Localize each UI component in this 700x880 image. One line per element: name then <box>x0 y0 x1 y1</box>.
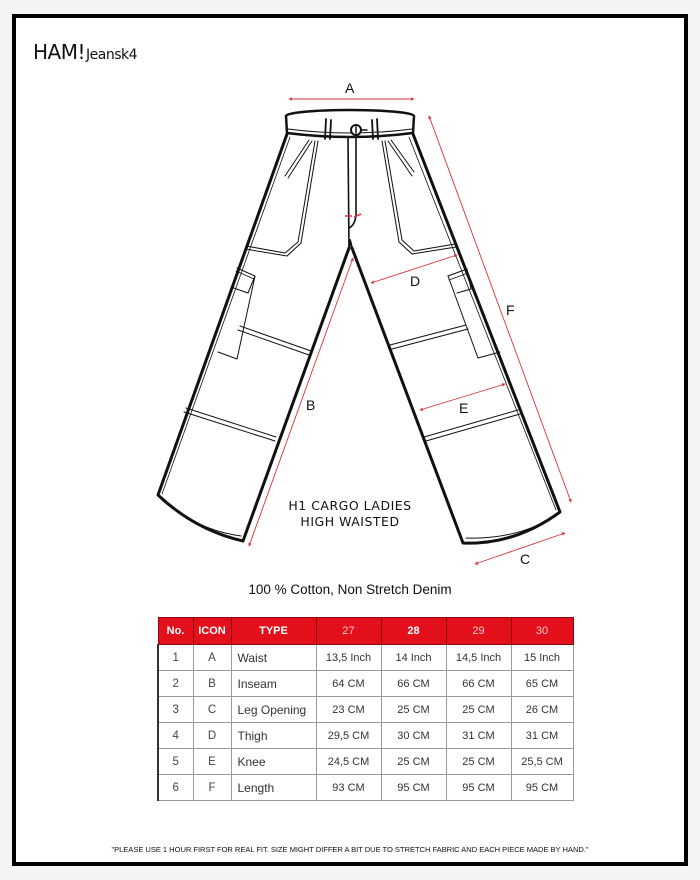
cell-size-30: 15 Inch <box>511 645 573 671</box>
cell-size-29: 25 CM <box>446 697 511 723</box>
cell-size-30: 26 CM <box>511 697 573 723</box>
cell-size-28: 14 Inch <box>381 645 446 671</box>
header-size-28: 28 <box>381 618 446 645</box>
cell-size-29: 25 CM <box>446 749 511 775</box>
size-chart-table <box>157 617 574 801</box>
cell-size-27: 23 CM <box>316 697 381 723</box>
label-c: C <box>520 551 531 567</box>
label-a: A <box>345 80 355 96</box>
table-row <box>158 645 573 671</box>
fly <box>348 138 356 248</box>
label-f: F <box>506 302 515 318</box>
cell-size-30: 31 CM <box>511 723 573 749</box>
label-d: D <box>410 273 421 289</box>
cell-size-28: 25 CM <box>381 697 446 723</box>
cell-icon: D <box>193 723 231 749</box>
cell-no: 4 <box>158 723 193 749</box>
cell-size-27: 93 CM <box>316 775 381 801</box>
cell-size-29: 14,5 Inch <box>446 645 511 671</box>
cell-type: Waist <box>231 645 316 671</box>
label-e: E <box>459 400 469 416</box>
material-description: 100 % Cotton, Non Stretch Denim <box>248 582 452 597</box>
cell-size-28: 66 CM <box>381 671 446 697</box>
cell-size-30: 65 CM <box>511 671 573 697</box>
cell-no: 2 <box>158 671 193 697</box>
cell-no: 1 <box>158 645 193 671</box>
cell-icon: E <box>193 749 231 775</box>
label-b: B <box>306 397 316 413</box>
cell-size-28: 25 CM <box>381 749 446 775</box>
right-leg <box>352 134 560 543</box>
waistband <box>286 116 414 137</box>
cell-size-27: 24,5 CM <box>316 749 381 775</box>
cell-size-30: 25,5 CM <box>511 749 573 775</box>
cell-size-27: 13,5 Inch <box>316 645 381 671</box>
cell-size-28: 95 CM <box>381 775 446 801</box>
table-row <box>158 749 573 775</box>
brand-suffix: Jeansk4 <box>86 47 138 63</box>
header-icon: ICON <box>193 618 231 645</box>
header-no: No. <box>158 618 193 645</box>
brand-name: HAM! <box>33 40 85 64</box>
cell-no: 6 <box>158 775 193 801</box>
table-row <box>158 775 573 801</box>
fly-marker <box>345 214 361 217</box>
cell-size-30: 95 CM <box>511 775 573 801</box>
cell-no: 5 <box>158 749 193 775</box>
fit-disclaimer-note: "PLEASE USE 1 HOUR FIRST FOR REAL FIT. SIZE MIGHT DIFFER A BIT DUE TO STRETCH FABRIC AND EACH PIECE MADE BY HAND." <box>111 845 589 854</box>
table-header-row <box>158 618 573 645</box>
cell-size-29: 66 CM <box>446 671 511 697</box>
table-row <box>158 671 573 697</box>
cell-type: Inseam <box>231 671 316 697</box>
table-row <box>158 697 573 723</box>
cell-icon: F <box>193 775 231 801</box>
cell-icon: A <box>193 645 231 671</box>
product-line-1: H1 CARGO LADIES <box>288 498 412 513</box>
header-size-30: 30 <box>511 618 573 645</box>
cell-size-27: 29,5 CM <box>316 723 381 749</box>
cell-type: Knee <box>231 749 316 775</box>
header-size-27: 27 <box>316 618 381 645</box>
cell-icon: B <box>193 671 231 697</box>
cell-type: Leg Opening <box>231 697 316 723</box>
cell-no: 3 <box>158 697 193 723</box>
cell-icon: C <box>193 697 231 723</box>
cell-size-29: 31 CM <box>446 723 511 749</box>
cell-size-28: 30 CM <box>381 723 446 749</box>
cell-type: Thigh <box>231 723 316 749</box>
left-leg <box>158 134 349 541</box>
header-size-29: 29 <box>446 618 511 645</box>
product-name <box>250 498 450 530</box>
cell-size-29: 95 CM <box>446 775 511 801</box>
cell-size-27: 64 CM <box>316 671 381 697</box>
cell-type: Length <box>231 775 316 801</box>
product-line-2: HIGH WAISTED <box>300 514 400 529</box>
table-row <box>158 723 573 749</box>
header-type: TYPE <box>231 618 316 645</box>
